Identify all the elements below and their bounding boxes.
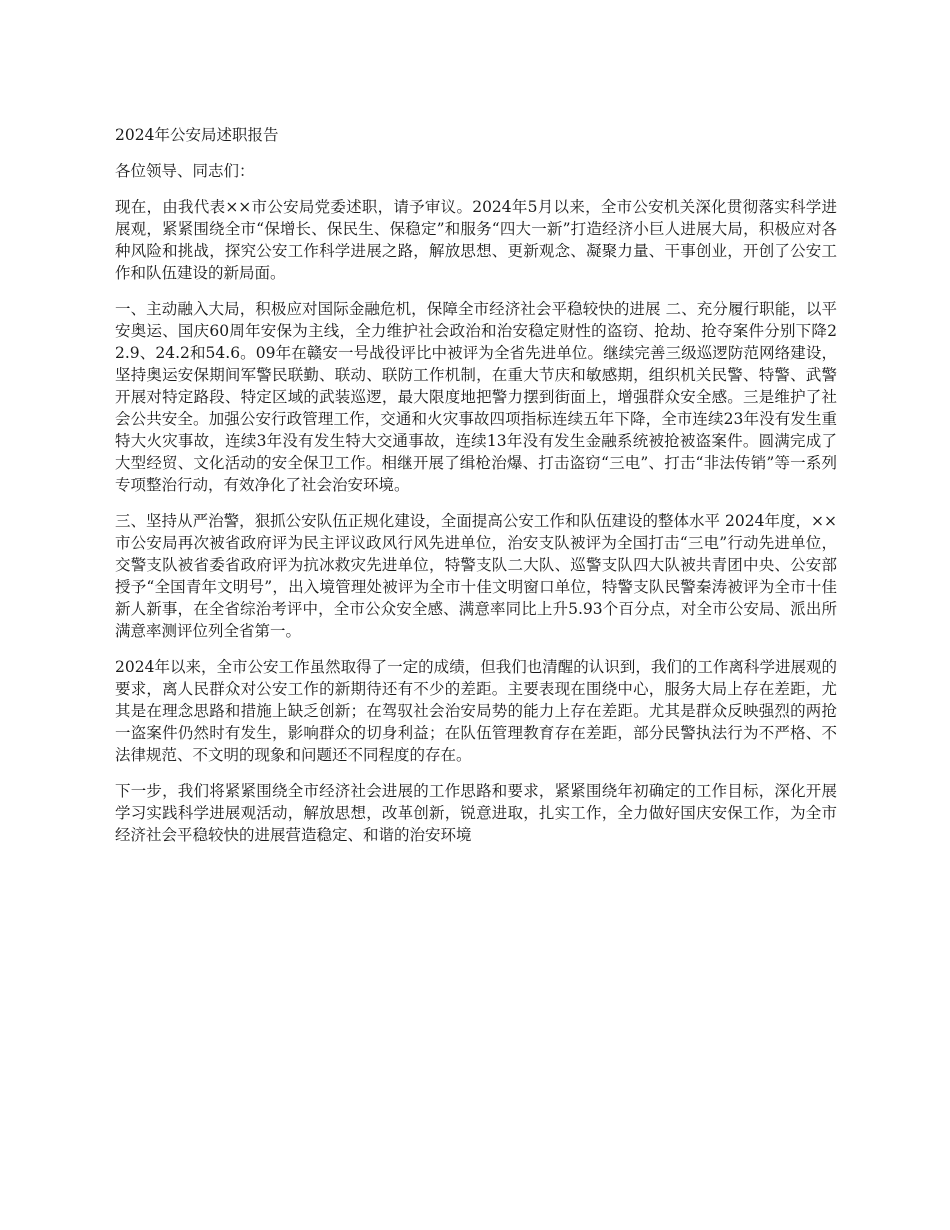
greeting: 各位领导、同志们： [115, 162, 255, 180]
paragraph-section-one-two: 一、主动融入大局，积极应对国际金融危机，保障全市经济社会平稳较快的进展 二、充分履行职能，以平安奥运、国庆60周年安保为主线，全力维护社会政治和治安稳定财性的盗窃、抢劫、抢夺案件分别下降22.9、24.2和54.6。09年在赣安一号战役评比中被评为全省先进单位。继续完善三级巡逻防范网络建设，坚持奥运安保期间军警民联勤、联动、联防工作机制，在重大节庆和敏感期，组织机关民警、特警、武警开展对特定路段、特定区域的武装巡逻，最大限度地把警力摆到街面上，增强群众安全感。三是维护了社会公共安全。加强公安行政管理工作，交通和火灾事故四项指标连续五年下降，全市连续23年没有发生重特大火灾事故，连续3年没有发生特大交通事故，连续13年没有发生金融系统被抢被盗案件。圆满完成了大型经贸、文化活动的安全保卫工作。相继开展了缉枪治爆、打击盗窃“三电”、打击“非法传销”等一系列专项整治行动，有效净化了社会治安环境。 [115, 300, 837, 494]
paragraph-intro: 现在，由我代表××市公安局党委述职，请予审议。2024年5月以来，全市公安机关深化贯彻落实科学进展观，紧紧围绕全市“保增长、保民生、保稳定”和服务“四大一新”打造经济小巨人进展大局，积极应对各种风险和挑战，探究公安工作科学进展之路，解放思想、更新观念、凝聚力量、干事创业，开创了公安工作和队伍建设的新局面。 [115, 198, 837, 282]
document-title: 2024年公安局述职报告 [115, 126, 279, 144]
paragraph-section-three: 三、坚持从严治警，狠抓公安队伍正规化建设，全面提高公安工作和队伍建设的整体水平 2024年度，××市公安局再次被省政府评为民主评议政风行风先进单位，治安支队被评为全国打击“三电”行动先进单位，交警支队被省委省政府评为抗冰救灾先进单位，特警支队二大队、巡警支队四大队被共青团中央、公安部授予“全国青年文明号”，出入境管理处被评为全市十佳文明窗口单位，特警支队民警秦涛被评为全市十佳新人新事，在全省综治考评中，全市公众安全感、满意率同比上升5.93个百分点，对全市公安局、派出所满意率测评位列全省第一。 [115, 512, 837, 640]
document-body [115, 124, 837, 860]
paragraph-next-steps: 下一步，我们将紧紧围绕全市经济社会进展的工作思路和要求，紧紧围绕年初确定的工作目标，深化开展学习实践科学进展观活动，解放思想，改革创新，锐意进取，扎实工作，全力做好国庆安保工作，为全市经济社会平稳较快的进展营造稳定、和谐的治安环境 [115, 782, 837, 844]
paragraph-shortcomings: 2024年以来，全市公安工作虽然取得了一定的成绩，但我们也清醒的认识到，我们的工作离科学进展观的要求，离人民群众对公安工作的新期待还有不少的差距。主要表现在围绕中心，服务大局上存在差距，尤其是在理念思路和措施上缺乏创新；在驾驭社会治安局势的能力上存在差距。尤其是群众反映强烈的两抢一盗案件仍然时有发生，影响群众的切身利益；在队伍管理教育存在差距，部分民警执法行为不严格、不法律规范、不文明的现象和问题还不同程度的存在。 [115, 658, 837, 764]
